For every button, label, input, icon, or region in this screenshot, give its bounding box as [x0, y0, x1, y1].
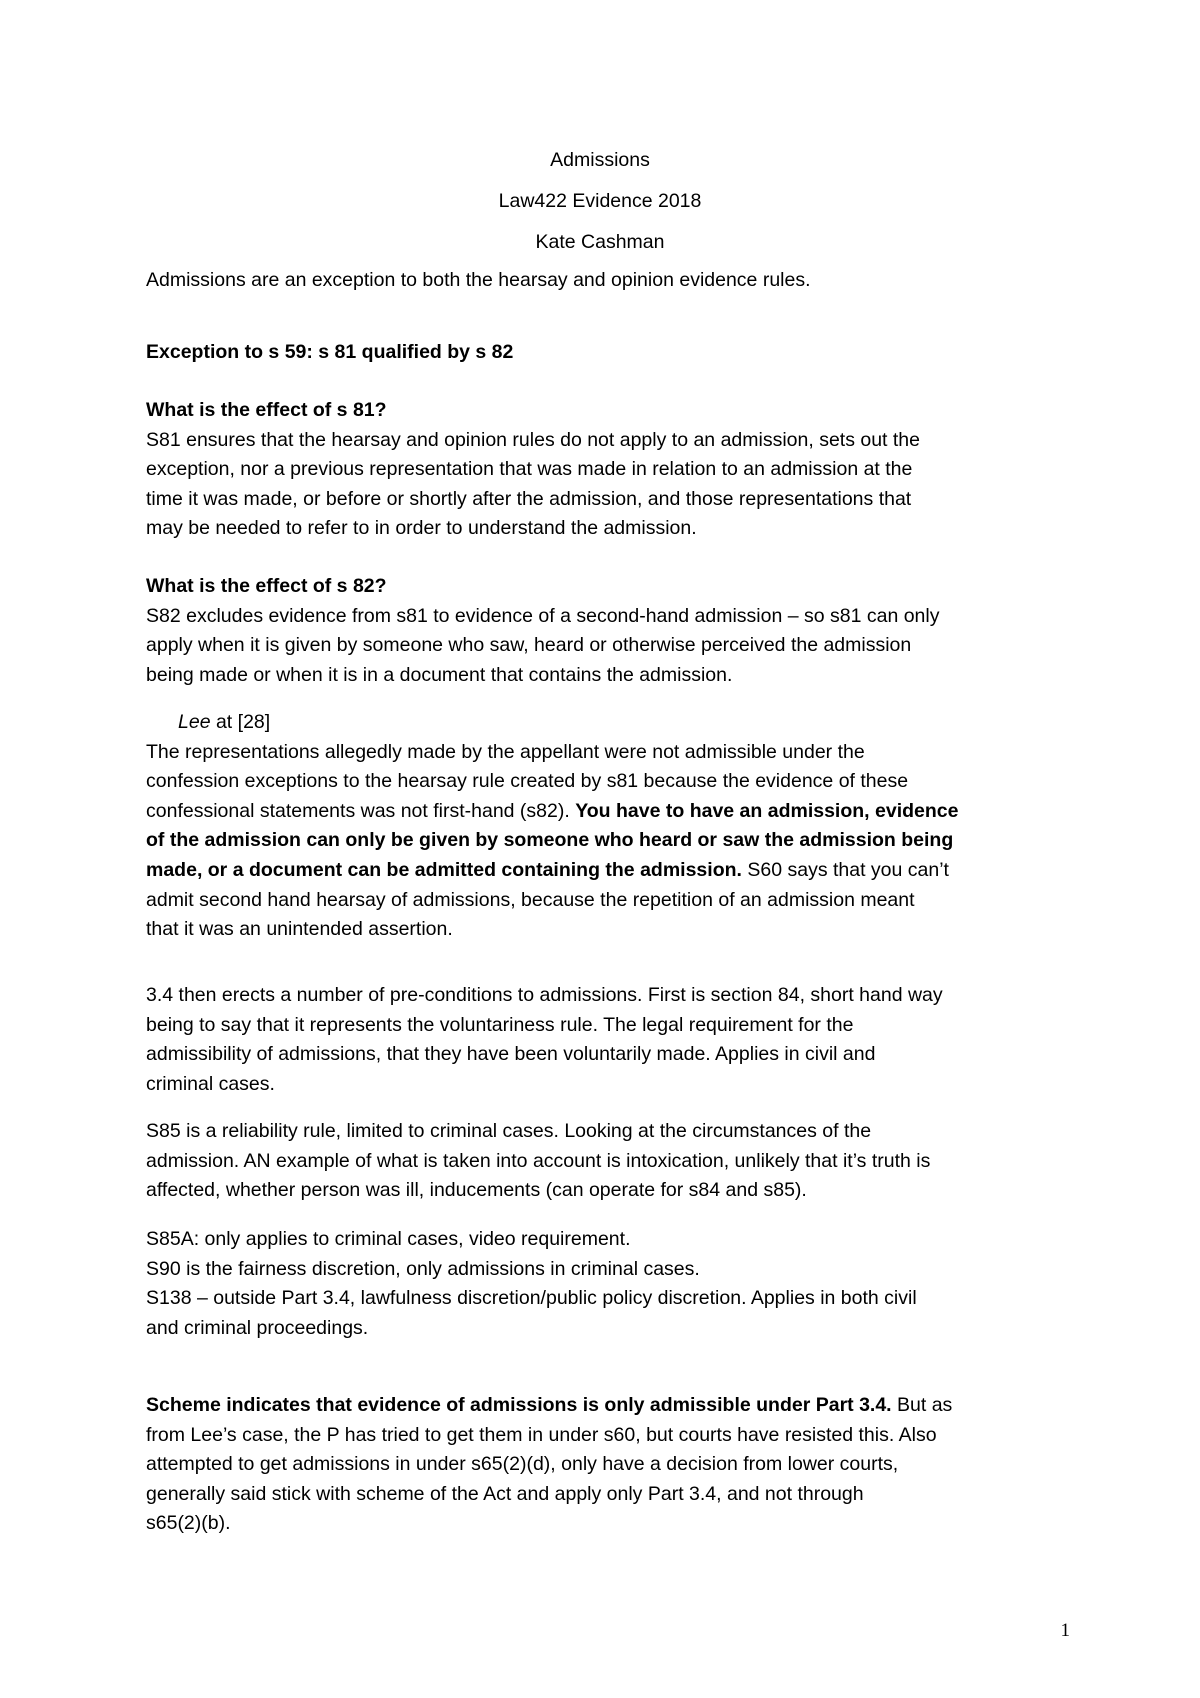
- lee-section: [146, 708, 1066, 945]
- exception-heading: [146, 338, 1066, 368]
- s82-section: [146, 572, 1066, 690]
- lee-line: admit second hand hearsay of admissions, because the repetition of an admission meant: [146, 888, 915, 911]
- scheme-line: generally said stick with scheme of the Act and apply only Part 3.4, and not through: [146, 1482, 864, 1505]
- scheme-text: But as: [891, 1394, 953, 1416]
- scheme-bold-text: Scheme indicates that evidence of admissions is only admissible under Part 3.4.: [146, 1394, 892, 1416]
- scheme-line: from Lee’s case, the P has tried to get them in under s60, but courts have resisted this. Also: [146, 1423, 937, 1446]
- lee-bold-line: of the admission can only be given by someone who heard or saw the admission being: [146, 829, 954, 852]
- lee-text: confessional statements was not first-hand (s82).: [146, 799, 576, 822]
- lee-line: [146, 797, 1066, 827]
- part34-paragraph: [146, 981, 1066, 1099]
- scheme-line: attempted to get admissions in under s65(2)(d), only have a decision from lower courts,: [146, 1453, 899, 1476]
- s85-line: S85 is a reliability rule, limited to criminal cases. Looking at the circumstances of the: [146, 1120, 872, 1142]
- s82-line: being made or when it is in a document that contains the admission.: [146, 663, 733, 686]
- s82-line: apply when it is given by someone who saw, heard or otherwise perceived the admission: [146, 634, 912, 657]
- part34-line: admissibility of admissions, that they have been voluntarily made. Applies in civil and: [146, 1043, 876, 1066]
- s81-line: may be needed to refer to in order to understand the admission.: [146, 517, 697, 540]
- s82-question: What is the effect of s 82?: [146, 575, 387, 597]
- case-ref: at [28]: [210, 711, 271, 733]
- s138-line: S138 – outside Part 3.4, lawfulness discretion/public policy discretion. Applies in both civil: [146, 1287, 917, 1310]
- case-name: Lee: [178, 711, 211, 733]
- s85a-line: S85A: only applies to criminal cases, video requirement.: [146, 1228, 631, 1250]
- s85-paragraph: [146, 1117, 1066, 1206]
- scheme-paragraph: [146, 1391, 1066, 1539]
- document-title: Admissions: [550, 149, 650, 171]
- page-number: 1: [1060, 1620, 1070, 1641]
- s82-line: S82 excludes evidence from s81 to evidence of a second-hand admission – so s81 can only: [146, 604, 940, 627]
- course-title: Law422 Evidence 2018: [498, 190, 702, 212]
- s81-question: What is the effect of s 81?: [146, 399, 387, 421]
- lee-bold-text: made, or a document can be admitted containing the admission.: [146, 858, 742, 881]
- lee-bold-text: You have to have an admission, evidence: [575, 799, 959, 822]
- lee-line: The representations allegedly made by the appellant were not admissible under the: [146, 740, 865, 763]
- scheme-line: s65(2)(b).: [146, 1512, 231, 1535]
- part34-line: being to say that it represents the voluntariness rule. The legal requirement for the: [146, 1013, 854, 1036]
- intro-paragraph: [146, 266, 1066, 296]
- s81-line: exception, nor a previous representation that was made in relation to an admission at the: [146, 458, 913, 481]
- author-name: Kate Cashman: [535, 231, 665, 253]
- s90-line: S90 is the fairness discretion, only admissions in criminal cases.: [146, 1257, 700, 1280]
- s81-line: S81 ensures that the hearsay and opinion rules do not apply to an admission, sets out the: [146, 428, 921, 451]
- s81-line: time it was made, or before or shortly after the admission, and those representations that: [146, 487, 912, 510]
- exception-heading-text: Exception to s 59: s 81 qualified by s 82: [146, 341, 514, 363]
- s81-section: [146, 396, 1066, 544]
- s85a-paragraph: [146, 1225, 1066, 1343]
- part34-line: criminal cases.: [146, 1072, 275, 1095]
- s138-line: and criminal proceedings.: [146, 1316, 369, 1339]
- lee-case-heading: [146, 708, 1066, 738]
- lee-line: [146, 856, 1066, 886]
- scheme-line: [146, 1391, 1066, 1421]
- lee-line: confession exceptions to the hearsay rule created by s81 because the evidence of these: [146, 770, 909, 793]
- s85-line: admission. AN example of what is taken into account is intoxication, unlikely that it’s truth is: [146, 1149, 931, 1172]
- lee-line: that it was an unintended assertion.: [146, 918, 453, 941]
- intro-text: Admissions are an exception to both the hearsay and opinion evidence rules.: [146, 269, 811, 291]
- s85-line: affected, whether person was ill, inducements (can operate for s84 and s85).: [146, 1179, 807, 1202]
- lee-text: S60 says that you can’t: [741, 858, 949, 881]
- part34-line: 3.4 then erects a number of pre-conditions to admissions. First is section 84, short hand way: [146, 984, 943, 1006]
